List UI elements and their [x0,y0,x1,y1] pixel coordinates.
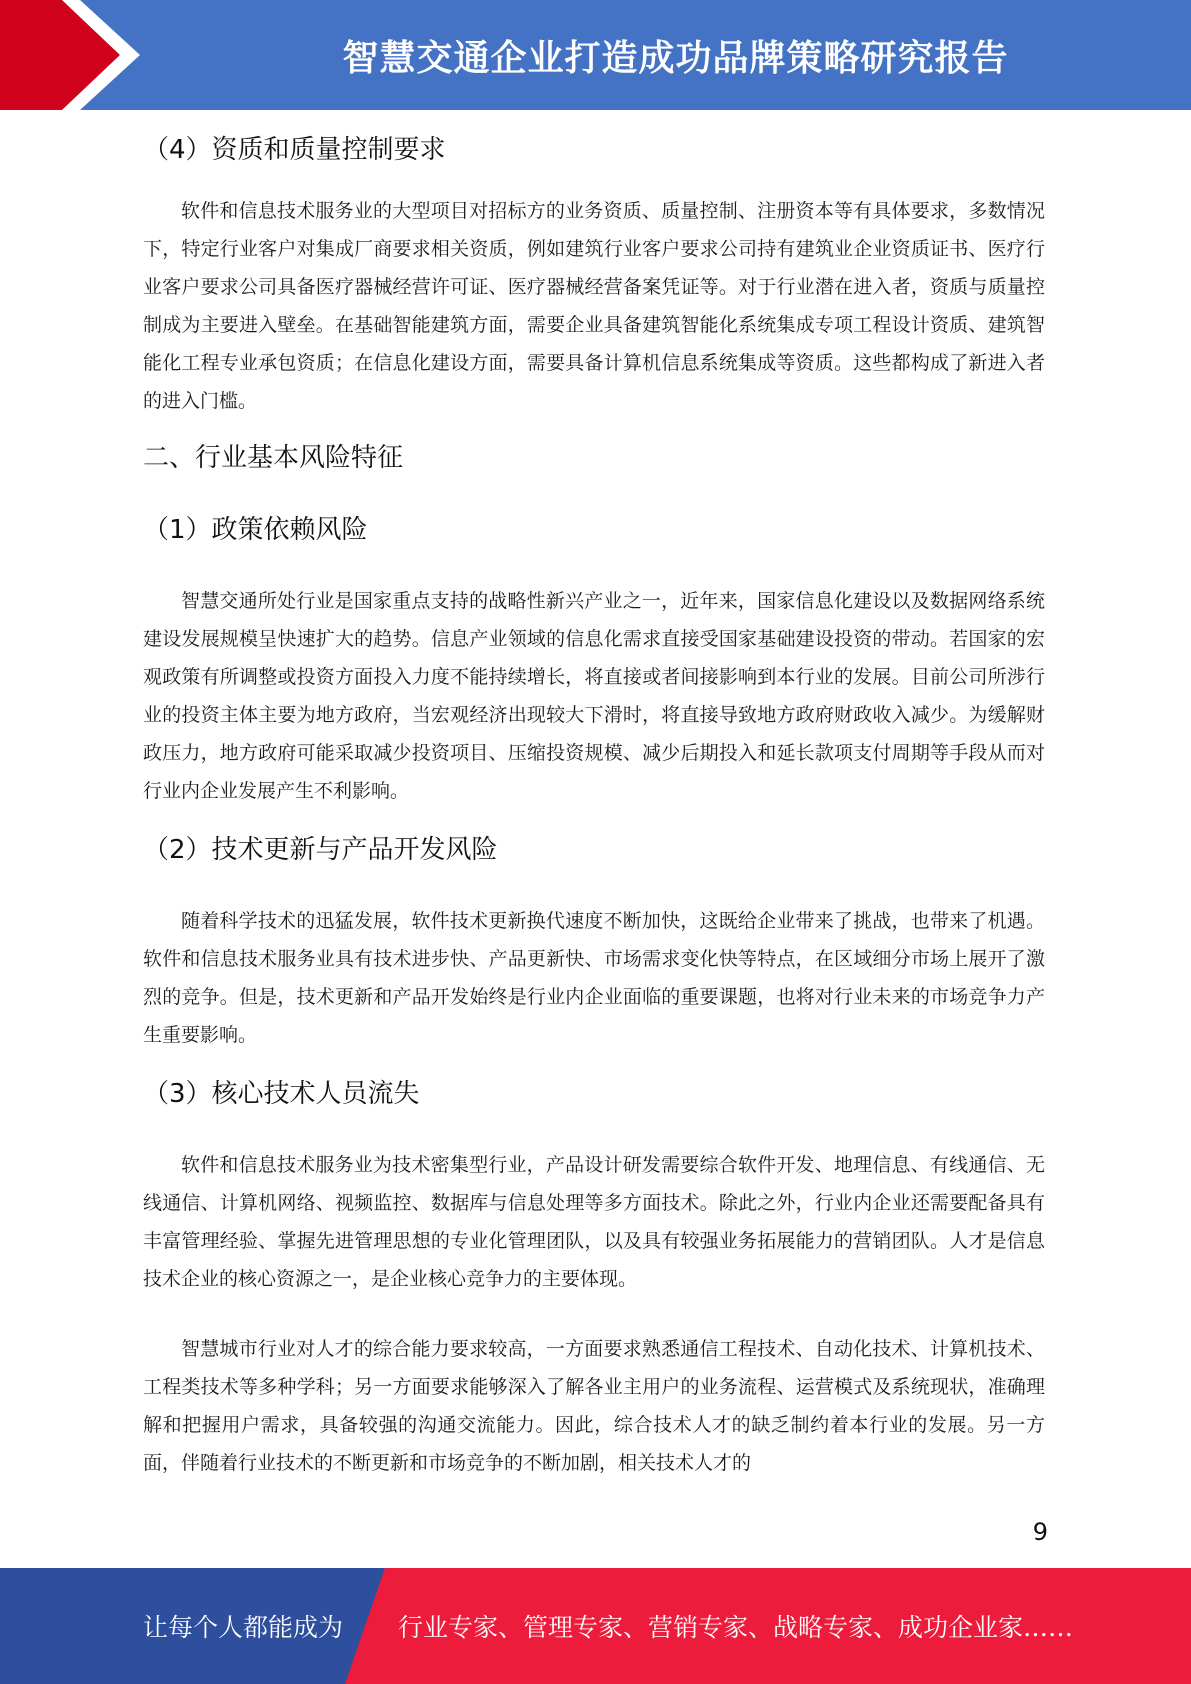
footer-slogan-right: 行业专家、管理专家、营销专家、战略专家、成功企业家…… [398,1613,1074,1642]
document-body [143,110,1045,1482]
paragraph-talent-risk-2: 智慧城市行业对人才的综合能力要求较高，一方面要求熟悉通信工程技术、自动化技术、计算机技术、工程类技术等多种学科；另一方面要求能够深入了解各业主用户的业务流程、运营模式及系统现状，准确理解和把握用户需求，具备较强的沟通交流能力。因此，综合技术人才的缺乏制约着本行业的发展。另一方面，伴随着行业技术的不断更新和市场竞争的不断加剧，相关技术人才的 [143,1338,1045,1474]
page-number: 9 [1032,1518,1048,1546]
paragraph-policy-risk: 智慧交通所处行业是国家重点支持的战略性新兴产业之一，近年来，国家信息化建设以及数据网络系统建设发展规模呈快速扩大的趋势。信息产业领域的信息化需求直接受国家基础建设投资的带动。若国家的宏观政策有所调整或投资方面投入力度不能持续增长，将直接或者间接影响到本行业的发展。目前公司所涉行业的投资主体主要为地方政府，当宏观经济出现较大下滑时，将直接导致地方政府财政收入减少。为缓解财政压力，地方政府可能采取减少投资项目、压缩投资规模、减少后期投入和延长款项支付周期等手段从而对行业内企业发展产生不利影响。 [143,590,1045,802]
paragraph-talent-risk-1: 软件和信息技术服务业为技术密集型行业，产品设计研发需要综合软件开发、地理信息、有线通信、无线通信、计算机网络、视频监控、数据库与信息处理等多方面技术。除此之外，行业内企业还需要配备具有丰富管理经验、掌握先进管理思想的专业化管理团队，以及具有较强业务拓展能力的营销团队。人才是信息技术企业的核心资源之一，是企业核心竞争力的主要体现。 [143,1154,1045,1290]
footer-slogan-left: 让每个人都能成为 [143,1613,344,1642]
chapter-heading-risks: 二、行业基本风险特征 [143,443,404,473]
section-heading-policy-risk: （1）政策依赖风险 [143,515,368,545]
section-heading-talent-risk: （3）核心技术人员流失 [143,1079,420,1109]
section-heading-qualification: （4）资质和质量控制要求 [143,135,446,165]
paragraph-qualification: 软件和信息技术服务业的大型项目对招标方的业务资质、质量控制、注册资本等有具体要求，多数情况下，特定行业客户对集成厂商要求相关资质，例如建筑行业客户要求公司持有建筑业企业资质证书、医疗行业客户要求公司具备医疗器械经营许可证、医疗器械经营备案凭证等。对于行业潜在进入者，资质与质量控制成为主要进入壁垒。在基础智能建筑方面，需要企业具备建筑智能化系统集成专项工程设计资质、建筑智能化工程专业承包资质；在信息化建设方面，需要具备计算机信息系统集成等资质。这些都构成了新进入者的进入门槛。 [143,200,1045,412]
section-heading-tech-risk: （2）技术更新与产品开发风险 [143,835,498,865]
header-chevron-icon [0,0,160,110]
page-header [0,0,1191,110]
paragraph-tech-risk: 随着科学技术的迅猛发展，软件技术更新换代速度不断加快，这既给企业带来了挑战，也带来了机遇。软件和信息技术服务业具有技术进步快、产品更新快、市场需求变化快等特点，在区域细分市场上展开了激烈的竞争。但是，技术更新和产品开发始终是行业内企业面临的重要课题，也将对行业未来的市场竞争力产生重要影响。 [143,910,1045,1046]
page-footer [0,1568,1191,1684]
report-title: 智慧交通企业打造成功品牌策略研究报告 [342,37,1009,79]
